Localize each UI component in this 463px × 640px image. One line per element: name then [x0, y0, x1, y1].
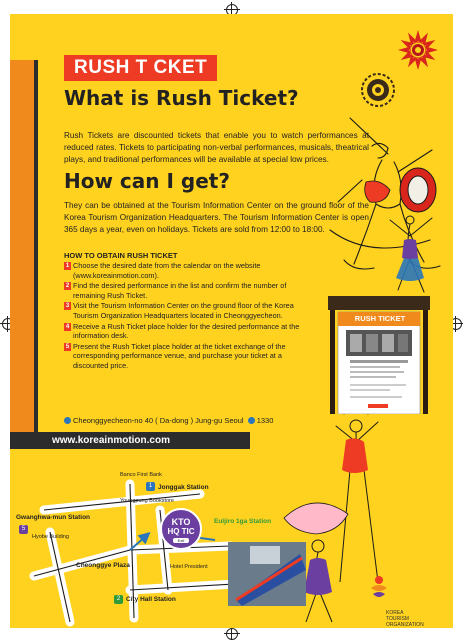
steps-list — [64, 261, 314, 372]
map-label-banco: Banco First Bank — [120, 472, 162, 478]
blue-dancer-illustration — [374, 210, 444, 300]
dark-stripe — [34, 60, 38, 434]
obtain-paragraph: They can be obtained at the Tourism Information Center on the ground floor of the Korea Tourism Organization Headquarters. The Tourism Information Center is open 365 days a year, even on holidays. Tickets are sold from 12:00 to 18:00. — [64, 201, 369, 234]
map-label-plaza: Cheonggye Plaza — [76, 562, 130, 569]
map-label-cityhall: City Hall Station — [126, 596, 176, 603]
url-bar — [10, 432, 250, 449]
orange-stripe — [10, 60, 34, 434]
address-line — [64, 416, 273, 425]
step-item: 3 Visit the Tourism Information Center on the ground floor of the Korea Tourism Organization Headquarters located in Cheonggyecheon. — [65, 301, 294, 320]
kto-logo-icon — [368, 574, 390, 602]
map-label-hotel: Hotel President — [170, 564, 208, 570]
phone-icon — [248, 417, 255, 424]
map-label-gwanghwamun: Gwanghwa-mun Station — [16, 514, 91, 521]
location-icon — [64, 417, 71, 424]
poster-card — [10, 14, 453, 628]
step-item: 2 Find the desired performance in the list and confirm the number of remaining Rush Ticket. — [65, 281, 287, 300]
rush-ticket-logo: RUSH T CKET — [64, 55, 217, 81]
kto-marker-label-1: KTO — [171, 517, 191, 527]
registration-mark-bottom — [226, 628, 238, 640]
subway-line-5-badge: 5 — [19, 525, 28, 534]
kto-exit-label: Exit — [173, 538, 189, 543]
how-heading: How can I get? — [64, 169, 230, 193]
address-text: Cheonggyecheon-no 40 ( Da-dong ) Jung-gu Seoul — [73, 416, 244, 425]
dark-flower-icon — [360, 72, 396, 108]
map-label-youngpung: Youngpung Bookstore — [120, 498, 174, 504]
sign-title: RUSH TICKET — [354, 314, 406, 323]
kto-hq-marker[interactable] — [160, 508, 202, 550]
map-label-jonggak: Jonggak Station — [158, 484, 209, 491]
map-label-eulji: Euljiro 1ga Station — [214, 518, 272, 525]
phone-number: 1330 — [256, 416, 274, 425]
what-heading: What is Rush Ticket? — [64, 86, 299, 110]
intro-paragraph: Rush Tickets are discounted tickets that enable you to watch performances at reduced rates. Tickets to participating non-verbal performances, musicals, theatrical plays, and traditional performances will be available at special low prices. — [64, 131, 369, 164]
step-item: 1 Choose the desired date from the calendar on the website (www.koreainmotion.com). — [65, 261, 261, 280]
map-label-hyobe: Hyobe Building — [32, 534, 69, 540]
subway-line-1-badge: 1 — [146, 482, 155, 491]
location-map — [10, 450, 310, 628]
website-link[interactable]: www.koreainmotion.com — [52, 435, 170, 446]
subway-line-2-badge: 2 — [114, 595, 123, 604]
kto-name: KOREA TOURISM ORGANIZATION — [386, 610, 424, 628]
kto-marker-label-2: HQ TIC — [167, 527, 195, 536]
step-item: 4 Receive a Rush Ticket place holder for the desired performance at the information desk. — [65, 321, 300, 341]
rush-ticket-sign-photo — [328, 296, 430, 414]
how-to-title: HOW TO OBTAIN RUSH TICKET — [64, 251, 178, 260]
step-item: 5 Present the Rush Ticket place holder at the ticket exchange of the corresponding performance venue, and purchase your ticket at a discounted price. — [65, 341, 286, 370]
red-flower-icon — [396, 28, 440, 72]
